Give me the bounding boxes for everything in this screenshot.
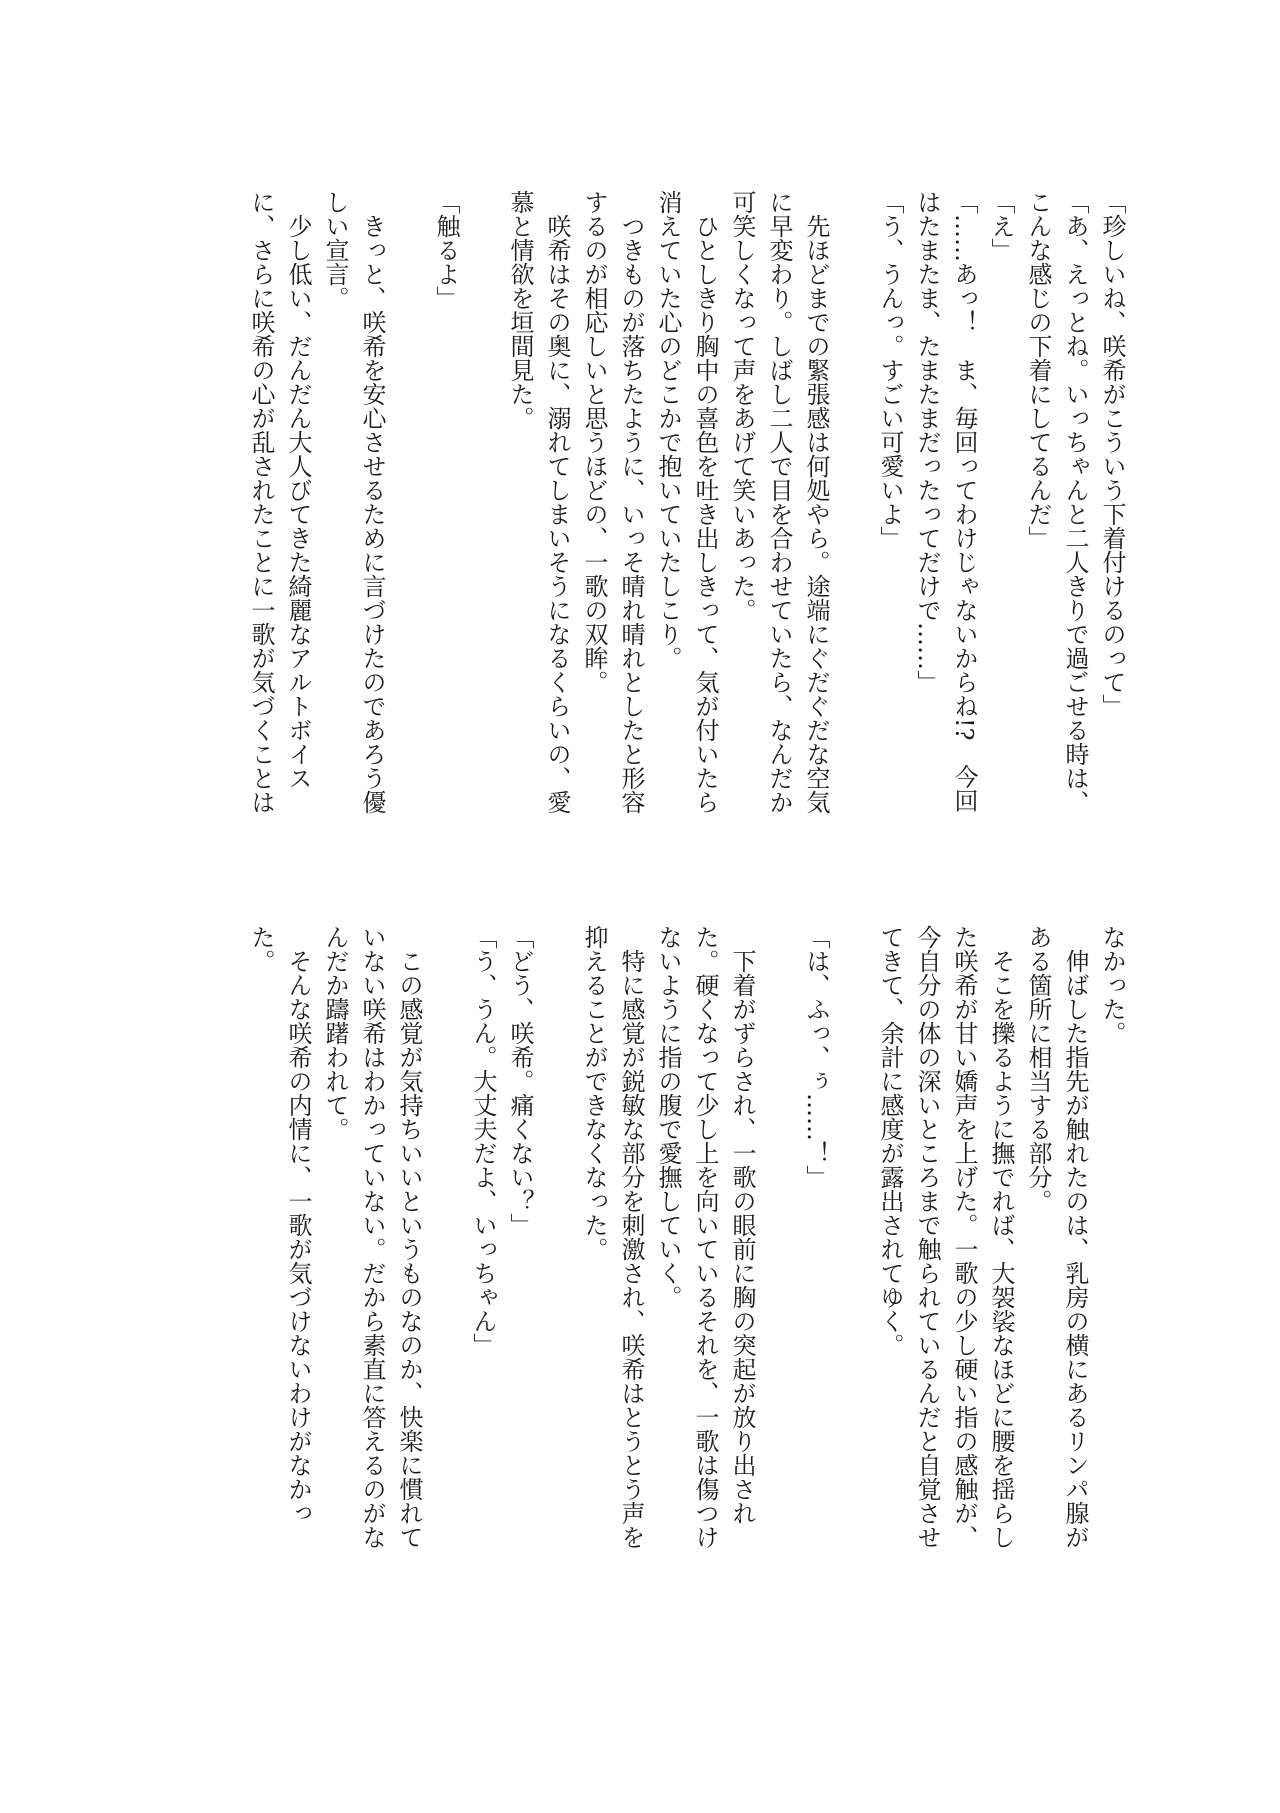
text-line: はたまたま、たまたまだったってだけで……」 bbox=[913, 190, 941, 694]
text-line: に、さらに咲希の心が乱されたことに一歌が気づくことは bbox=[247, 190, 275, 814]
text-line: つきものが落ちたように、いっそ晴れ晴れとしたと形容 bbox=[617, 190, 645, 814]
text-line bbox=[464, 190, 501, 850]
text-line bbox=[834, 190, 871, 850]
text-line: た。 bbox=[247, 925, 275, 973]
text-line: 今自分の体の深いところまで触られているんだと自覚させ bbox=[913, 925, 941, 1549]
text-line: 「珍しいね、咲希がこういう下着付けるのって」 bbox=[1098, 190, 1126, 718]
text-line: 特に感覚が鋭敏な部分を刺激され、咲希はとうとう声を bbox=[617, 925, 645, 1549]
text-line: するのが相応しいと思うほどの、一歌の双眸。 bbox=[580, 190, 608, 694]
text-line: こんな感じの下着にしてるんだ」 bbox=[1024, 190, 1052, 550]
text-line: そこを擽るように撫でれば、大袈裟なほどに腰を揺らし bbox=[987, 925, 1015, 1549]
text-line: いない咲希はわかっていない。だから素直に答えるのがな bbox=[358, 925, 386, 1549]
text-line bbox=[538, 925, 575, 1585]
text-line: 咲希はその奥に、溺れてしまいそうになるくらいの、愛 bbox=[543, 190, 571, 814]
text-line: た咲希が甘い嬌声を上げた。一歌の少し硬い指の感触が、 bbox=[950, 925, 978, 1549]
text-line: きっと、咲希を安心させるために言づけたのであろう優 bbox=[358, 190, 386, 814]
text-line bbox=[760, 925, 797, 1585]
text-line bbox=[427, 925, 464, 1585]
text-line: 慕と情欲を垣間見た。 bbox=[506, 190, 534, 430]
text-line: この感覚が気持ちいいというものなのか、快楽に慣れて bbox=[395, 925, 423, 1549]
text-line: た。硬くなって少し上を向いているそれを、一歌は傷つけ bbox=[691, 925, 719, 1549]
text-line bbox=[834, 925, 871, 1585]
text-line: 「あ、えっとね。いっちゃんと二人きりで過ごせる時は、 bbox=[1061, 190, 1089, 814]
text-line: 先ほどまでの緊張感は何処やら。途端にぐだぐだな空気 bbox=[802, 190, 830, 814]
text-line: 抑えることができなくなった。 bbox=[580, 925, 608, 1261]
text-block-top bbox=[242, 190, 1130, 850]
text-line: てきて、余計に感度が露出されてゆく。 bbox=[876, 925, 904, 1357]
text-line: んだか躊躇われて。 bbox=[321, 925, 349, 1141]
text-line: 「は、ふっ、ぅ……！」 bbox=[802, 925, 830, 1189]
text-line: 「う、うん。大丈夫だよ、いっちゃん」 bbox=[469, 925, 497, 1357]
text-line: 「どう、咲希。痛くない？」 bbox=[506, 925, 534, 1237]
text-line: そんな咲希の内情に、一歌が気づけないわけがなかっ bbox=[284, 925, 312, 1525]
text-line: 「……あっ！ ま、毎回ってわけじゃないからね!? 今回 bbox=[950, 190, 978, 813]
text-line: 消えていた心のどこかで抱いていたしこり。 bbox=[654, 190, 682, 670]
text-line bbox=[390, 190, 427, 850]
text-line: ある箇所に相当する部分。 bbox=[1024, 925, 1052, 1213]
text-block-bottom bbox=[242, 925, 1130, 1585]
text-line: 「触るよ」 bbox=[432, 190, 460, 310]
text-line: ひとしきり胸中の喜色を吐き出しきって、気が付いたら bbox=[691, 190, 719, 814]
text-line: ないように指の腹で愛撫していく。 bbox=[654, 925, 682, 1309]
text-line: なかった。 bbox=[1098, 925, 1126, 1045]
text-line: しい宣言。 bbox=[321, 190, 349, 310]
text-line: に早変わり。しばし二人で目を合わせていたら、なんだか bbox=[765, 190, 793, 814]
text-line: 可笑しくなって声をあげて笑いあった。 bbox=[728, 190, 756, 622]
text-line: 下着がずらされ、一歌の眼前に胸の突起が放り出され bbox=[728, 925, 756, 1525]
text-line: 伸ばした指先が触れたのは、乳房の横にあるリンパ腺が bbox=[1061, 925, 1089, 1549]
text-line: 「え」 bbox=[987, 190, 1015, 262]
text-line: 「う、うんっ。すごい可愛いよ」 bbox=[876, 190, 904, 550]
text-line: 少し低い、だんだん大人びてきた綺麗なアルトボイス bbox=[284, 190, 312, 790]
